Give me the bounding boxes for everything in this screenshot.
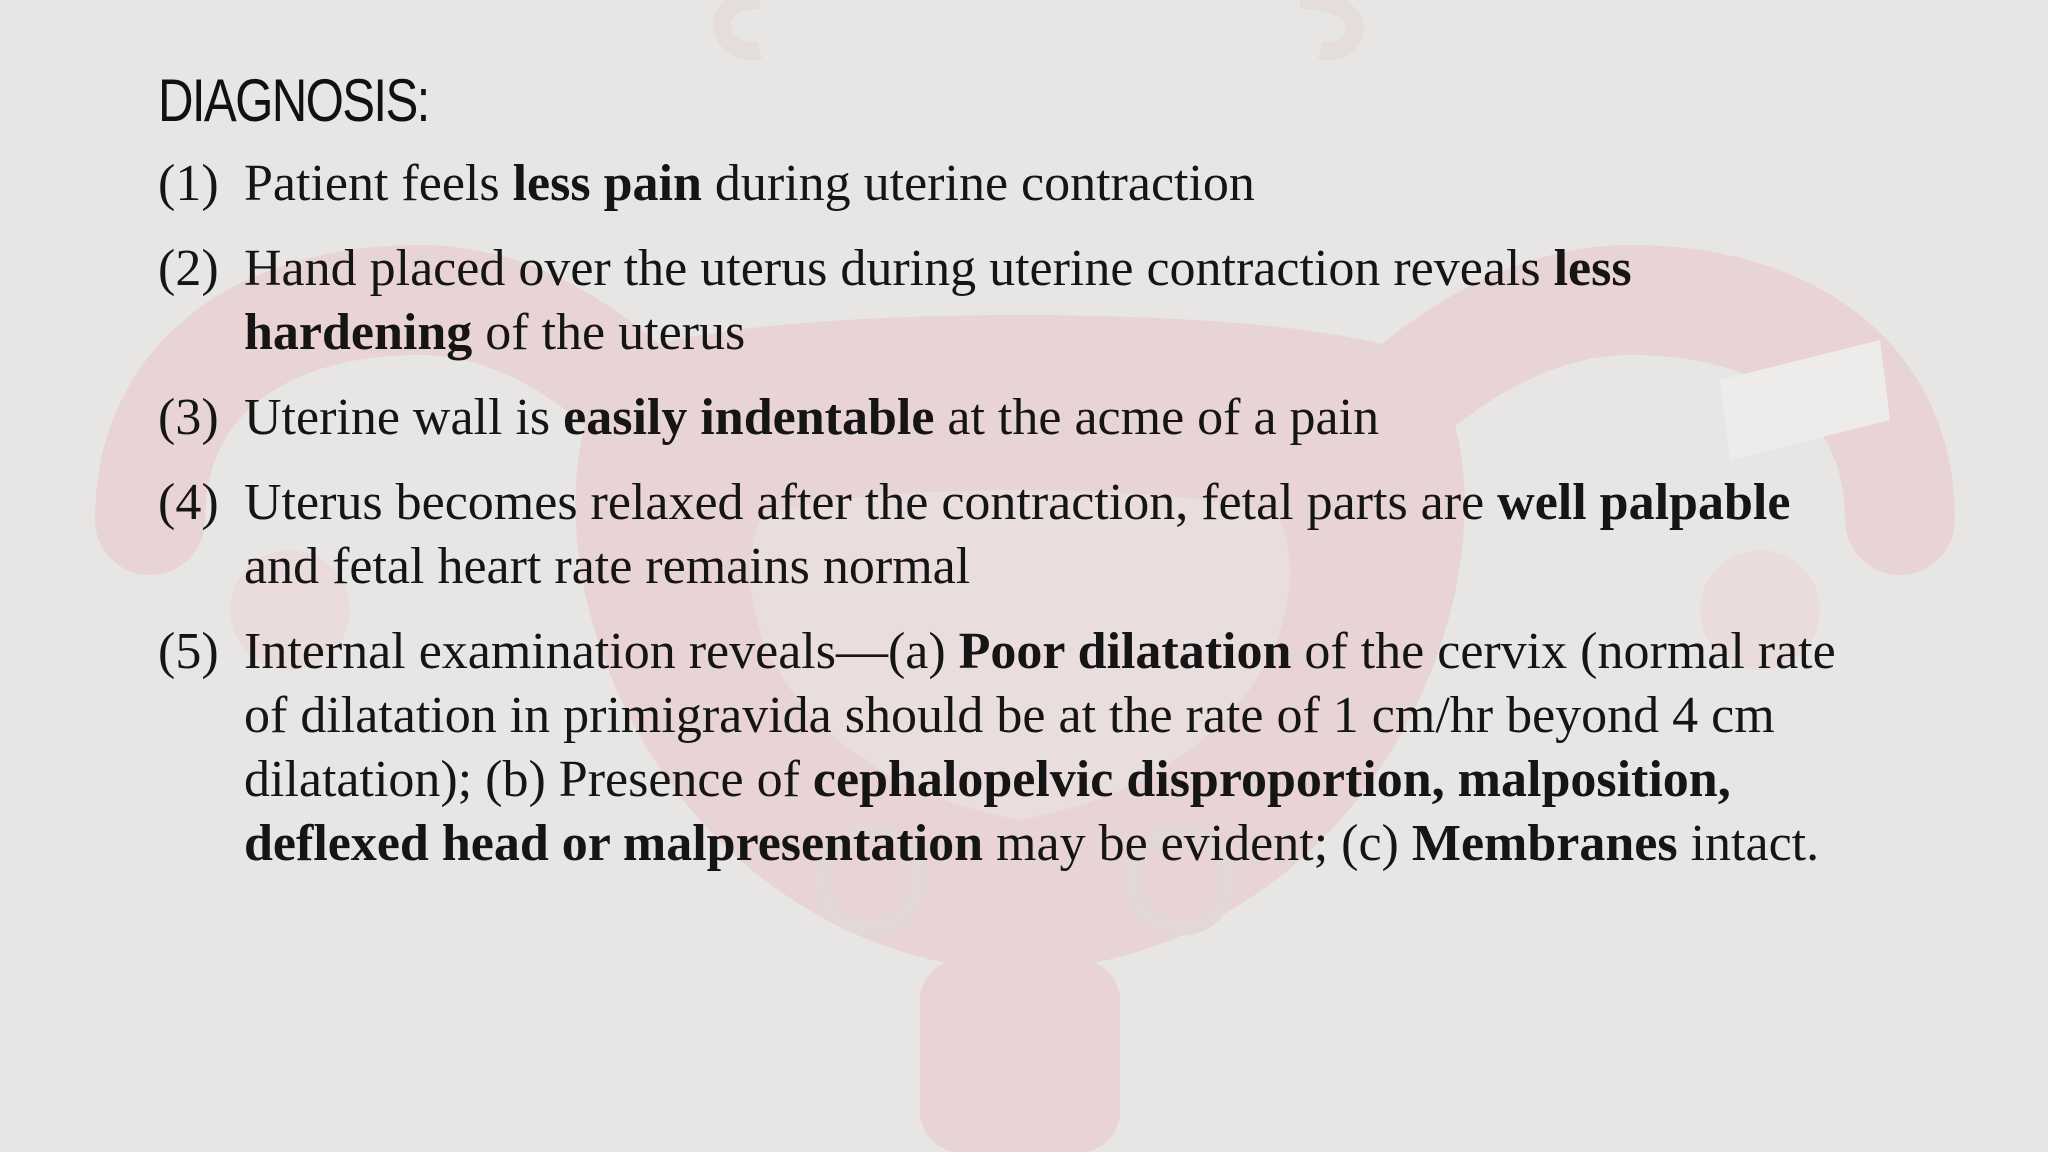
text-run: of the uterus	[472, 304, 746, 361]
bold-text-run: Membranes	[1411, 815, 1678, 872]
item-number: (4)	[158, 474, 219, 531]
item-text	[244, 237, 1858, 365]
list-item	[158, 237, 1858, 365]
list-item	[158, 386, 1858, 450]
list-item	[158, 620, 1858, 876]
bold-text-run: less hardening	[244, 240, 1632, 361]
text-run: at the acme of a pain	[934, 389, 1380, 446]
bold-text-run: less pain	[512, 155, 702, 212]
text-run: intact.	[1677, 815, 1820, 872]
bold-text-run: cephalopelvic disproportion, malposition, deflexed head or malpresentation	[244, 751, 1731, 872]
text-run: Patient feels	[244, 155, 513, 212]
text-run: of the cervix (normal rate of dilatation in primigravida should be at the rate of 1 cm/hr beyond 4 cm dilatation); (b) Presence of	[244, 623, 1836, 808]
item-number: (2)	[158, 240, 219, 297]
text-run: Uterus becomes relaxed after the contraction, fetal parts are	[244, 474, 1498, 531]
list-item	[158, 152, 1858, 216]
text-run: Hand placed over the uterus during uterine contraction reveals	[244, 240, 1554, 297]
diagnosis-list	[158, 152, 1858, 876]
item-number: (5)	[158, 623, 219, 680]
item-text	[244, 152, 1858, 216]
bold-text-run: Poor dilatation	[958, 623, 1292, 680]
bold-text-run: easily indentable	[563, 389, 935, 446]
item-text	[244, 471, 1858, 599]
text-run: Internal examination reveals—(a)	[244, 623, 959, 680]
text-run: and fetal heart rate remains normal	[244, 538, 971, 595]
item-text	[244, 620, 1858, 876]
item-number: (1)	[158, 155, 219, 212]
bold-text-run: well palpable	[1497, 474, 1791, 531]
item-text	[244, 386, 1858, 450]
item-number: (3)	[158, 389, 219, 446]
text-run: during uterine contraction	[701, 155, 1255, 212]
text-run: may be evident; (c)	[983, 815, 1412, 872]
text-run: Uterine wall is	[244, 389, 564, 446]
slide-content	[158, 60, 1858, 897]
list-item	[158, 471, 1858, 599]
slide-title: DIAGNOSIS:	[158, 67, 429, 134]
